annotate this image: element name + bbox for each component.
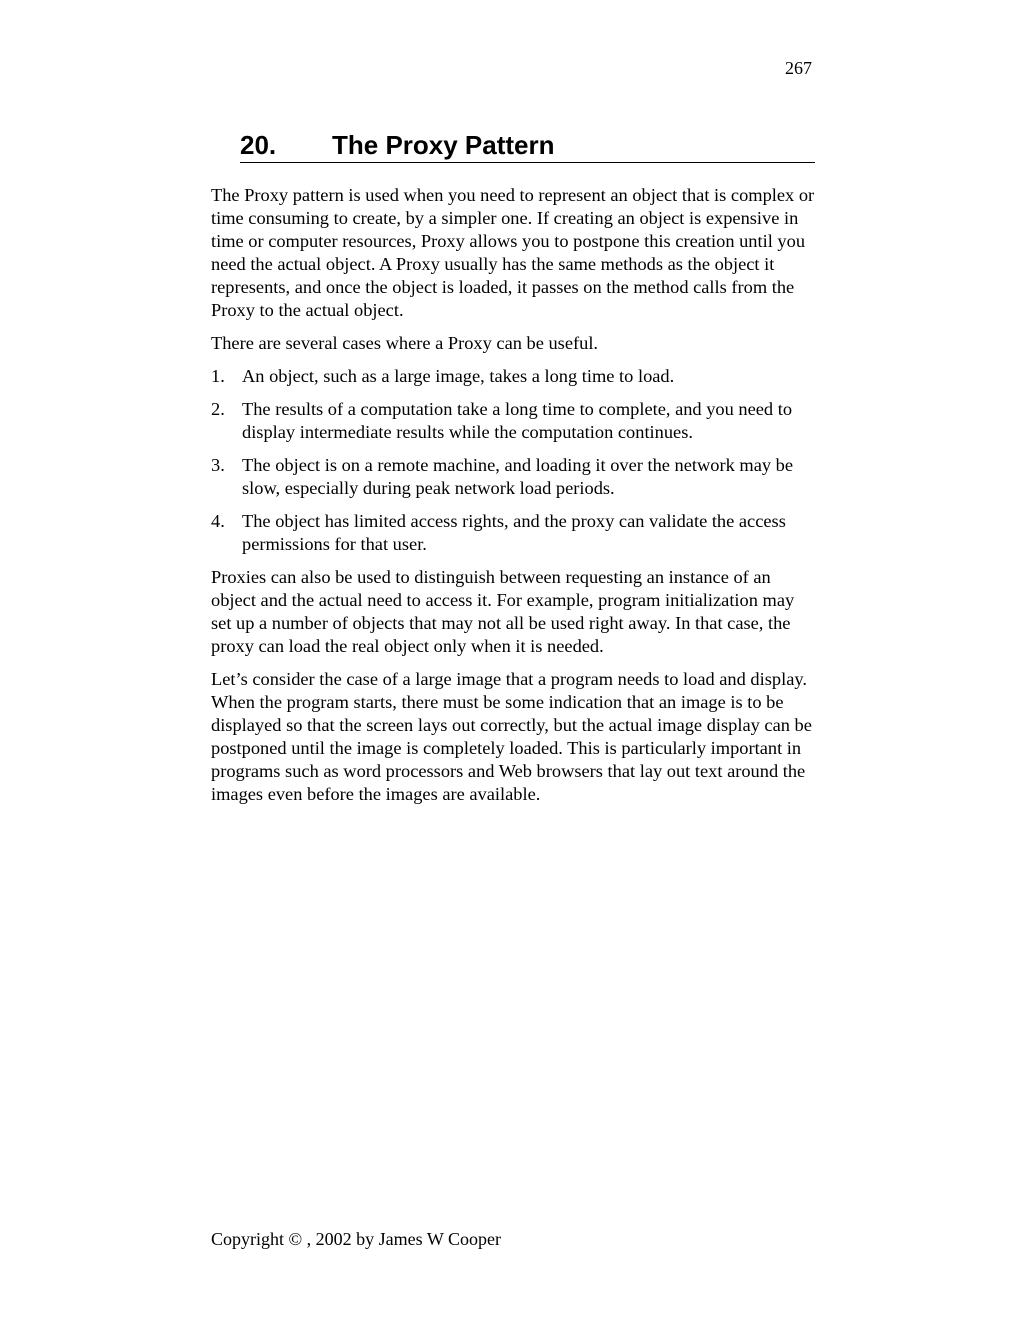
list-item [211, 398, 815, 444]
list-item [211, 365, 815, 388]
list-item-text: The object has limited access rights, and the proxy can validate the access permissions for that user. [242, 511, 786, 554]
chapter-number: 20. [240, 130, 277, 160]
list-item [211, 510, 815, 556]
list-item-number: 3. [211, 455, 225, 475]
proxies-paragraph: Proxies can also be used to distinguish between requesting an instance of an object and the actual need to access it. For example, program initialization may set up a number of objects that may not all be used right away. In that case, the proxy can load the real object only when it is needed. [211, 567, 795, 656]
chapter-heading [240, 128, 815, 163]
list-item-text: The results of a computation take a long time to complete, and you need to display intermediate results while the computation continues. [242, 399, 793, 442]
intro-paragraph: The Proxy pattern is used when you need to represent an object that is complex or time consuming to create, by a simpler one. If creating an object is expensive in time or computer resources, Proxy allows you to postpone this creation until you need the actual object. A Proxy usually has the same methods as the object it represents, and once the object is loaded, it passes on the method calls from the Proxy to the actual object. [211, 185, 815, 320]
list-item-number: 1. [211, 366, 225, 386]
copyright-footer: Copyright © , 2002 by James W Cooper [211, 1229, 501, 1249]
use-cases-list [211, 365, 815, 556]
large-image-paragraph: Let’s consider the case of a large image that a program needs to load and display. When the program starts, there must be some indication that an image is to be displayed so that the screen lays out correctly, but the actual image display can be postponed until the image is completely loaded. This is particularly important in programs such as word processors and Web browsers that lay out text around the images even before the images are available. [211, 669, 812, 804]
list-item-text: An object, such as a large image, takes a long time to load. [242, 366, 675, 386]
list-item [211, 454, 815, 500]
list-item-number: 4. [211, 511, 225, 531]
page-number: 267 [785, 58, 812, 78]
chapter-body [211, 184, 815, 816]
cases-lead-paragraph: There are several cases where a Proxy can be useful. [211, 333, 599, 353]
chapter-title: The Proxy Pattern [332, 130, 555, 160]
list-item-text: The object is on a remote machine, and loading it over the network may be slow, especially during peak network load periods. [242, 455, 794, 498]
list-item-number: 2. [211, 399, 225, 419]
